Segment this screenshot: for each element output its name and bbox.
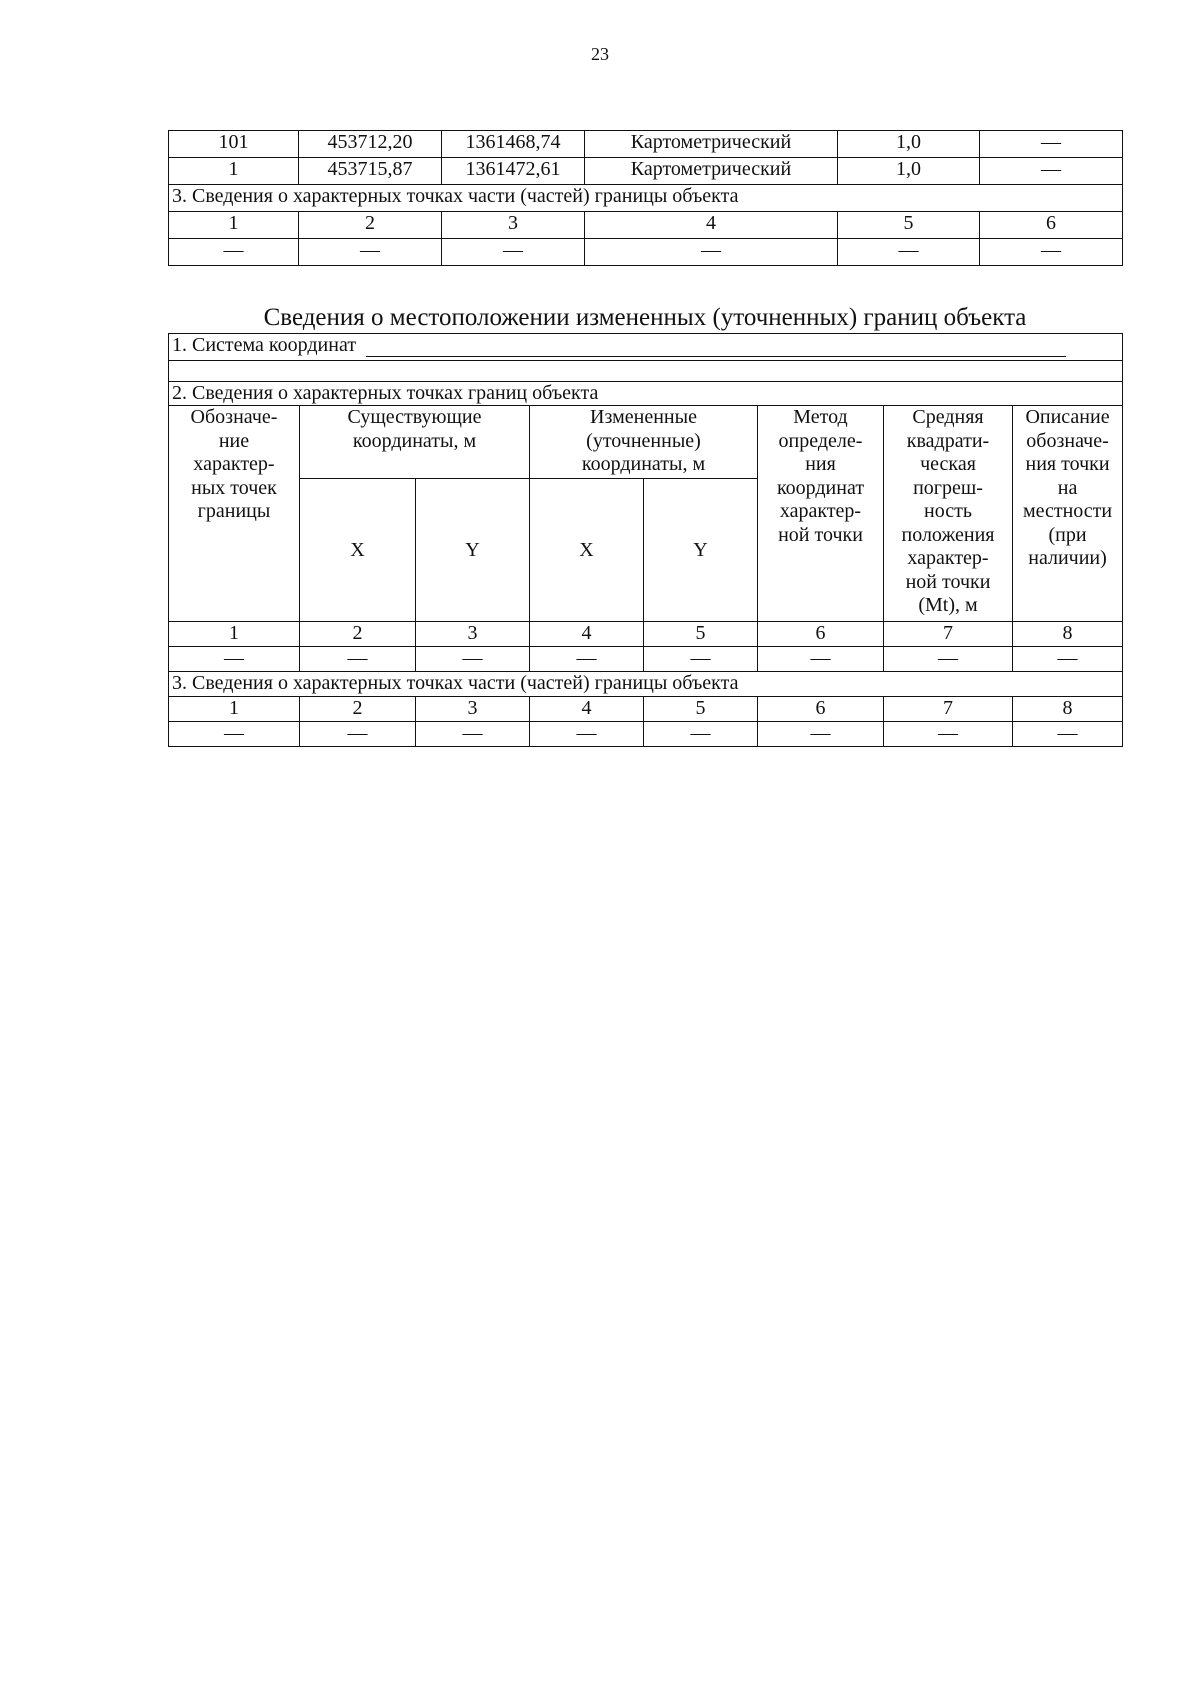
column-number: 1 (169, 212, 299, 239)
table-cell: — (300, 647, 416, 672)
part-heading: 3. Сведения о характерных точках части (частей) границы объекта (169, 672, 1123, 697)
coordinate-system-row (169, 334, 1123, 361)
table-row (169, 185, 1123, 212)
blank-row (169, 361, 1123, 382)
table-cell: — (758, 647, 884, 672)
table-cell: 101 (169, 131, 299, 158)
column-number: 5 (644, 697, 758, 722)
table-cell: — (169, 722, 300, 747)
header-x-changed: X (530, 479, 644, 622)
column-number: 7 (884, 697, 1013, 722)
column-number: 4 (530, 622, 644, 647)
table-cell: Картометрический (585, 131, 838, 158)
table-cell: 1361468,74 (442, 131, 585, 158)
column-number: 1 (169, 697, 300, 722)
changed-boundaries-table (168, 333, 1123, 747)
table-row (169, 158, 1123, 185)
table-cell: — (980, 158, 1123, 185)
table-cell: — (530, 647, 644, 672)
table-cell: 1 (169, 158, 299, 185)
table-cell: — (300, 722, 416, 747)
column-number: 3 (416, 622, 530, 647)
header-designation: Обозначе- ние характер- ных точек границы (169, 406, 300, 622)
column-number: 5 (644, 622, 758, 647)
table-cell: 1,0 (838, 158, 980, 185)
column-number: 6 (758, 622, 884, 647)
column-number: 8 (1013, 622, 1123, 647)
header-description: Описание обозначе- ния точки на местности (при наличии) (1013, 406, 1123, 622)
table-cell: 453712,20 (299, 131, 442, 158)
points-heading: 2. Сведения о характерных точках границ объекта (169, 382, 1123, 406)
column-number: 4 (585, 212, 838, 239)
coordinate-system-label: 1. Система координат (172, 334, 357, 356)
column-number: 1 (169, 622, 300, 647)
table-cell: — (884, 647, 1013, 672)
table-cell: 1,0 (838, 131, 980, 158)
table-cell: — (1013, 647, 1123, 672)
table-cell: — (758, 722, 884, 747)
column-number: 3 (416, 697, 530, 722)
table-cell: — (1013, 722, 1123, 747)
column-number: 6 (980, 212, 1123, 239)
table-row (169, 382, 1123, 406)
header-mean-error: Средняя квадрати- ческая погреш- ность положения характер- ной точки (Mt), м (884, 406, 1013, 622)
table-cell: — (980, 239, 1123, 266)
column-number: 3 (442, 212, 585, 239)
table-cell: Картометрический (585, 158, 838, 185)
table-cell: — (644, 647, 758, 672)
column-number: 5 (838, 212, 980, 239)
section-title: Сведения о местоположении измененных (уточненных) границ объекта (263, 304, 1027, 331)
header-existing-coordinates: Существующие координаты, м (300, 406, 530, 479)
table-row (169, 672, 1123, 697)
table-cell: — (299, 239, 442, 266)
table-cell: 1361472,61 (442, 158, 585, 185)
table-row (169, 212, 1123, 239)
table-cell: — (169, 647, 300, 672)
part-heading: 3. Сведения о характерных точках части (частей) границы объекта (169, 185, 1123, 212)
table-row (169, 334, 1123, 361)
column-number: 8 (1013, 697, 1123, 722)
table-cell: — (442, 239, 585, 266)
table-cell: — (585, 239, 838, 266)
table-row (169, 647, 1123, 672)
table-row (169, 131, 1123, 158)
table-cell: — (980, 131, 1123, 158)
table-cell: — (884, 722, 1013, 747)
table-cell: — (838, 239, 980, 266)
table-row (169, 406, 1123, 479)
table-cell: — (530, 722, 644, 747)
column-number: 2 (299, 212, 442, 239)
page-number: 23 (591, 44, 609, 64)
column-number: 2 (300, 622, 416, 647)
table-cell: — (644, 722, 758, 747)
coordinate-system-blank (366, 338, 1066, 357)
header-x-existing: X (300, 479, 416, 622)
table-cell: — (416, 647, 530, 672)
column-number: 7 (884, 622, 1013, 647)
top-points-table (168, 130, 1123, 266)
table-cell: — (416, 722, 530, 747)
column-number: 6 (758, 697, 884, 722)
header-changed-coordinates: Измененные (уточненные) координаты, м (530, 406, 758, 479)
table-cell: 453715,87 (299, 158, 442, 185)
header-y-existing: Y (416, 479, 530, 622)
header-y-changed: Y (644, 479, 758, 622)
table-row (169, 361, 1123, 382)
column-number: 4 (530, 697, 644, 722)
table-row (169, 239, 1123, 266)
table-cell: — (169, 239, 299, 266)
header-method: Метод определе- ния координат характер- ной точки (758, 406, 884, 622)
column-number: 2 (300, 697, 416, 722)
table-row (169, 622, 1123, 647)
table-row (169, 722, 1123, 747)
table-row (169, 697, 1123, 722)
